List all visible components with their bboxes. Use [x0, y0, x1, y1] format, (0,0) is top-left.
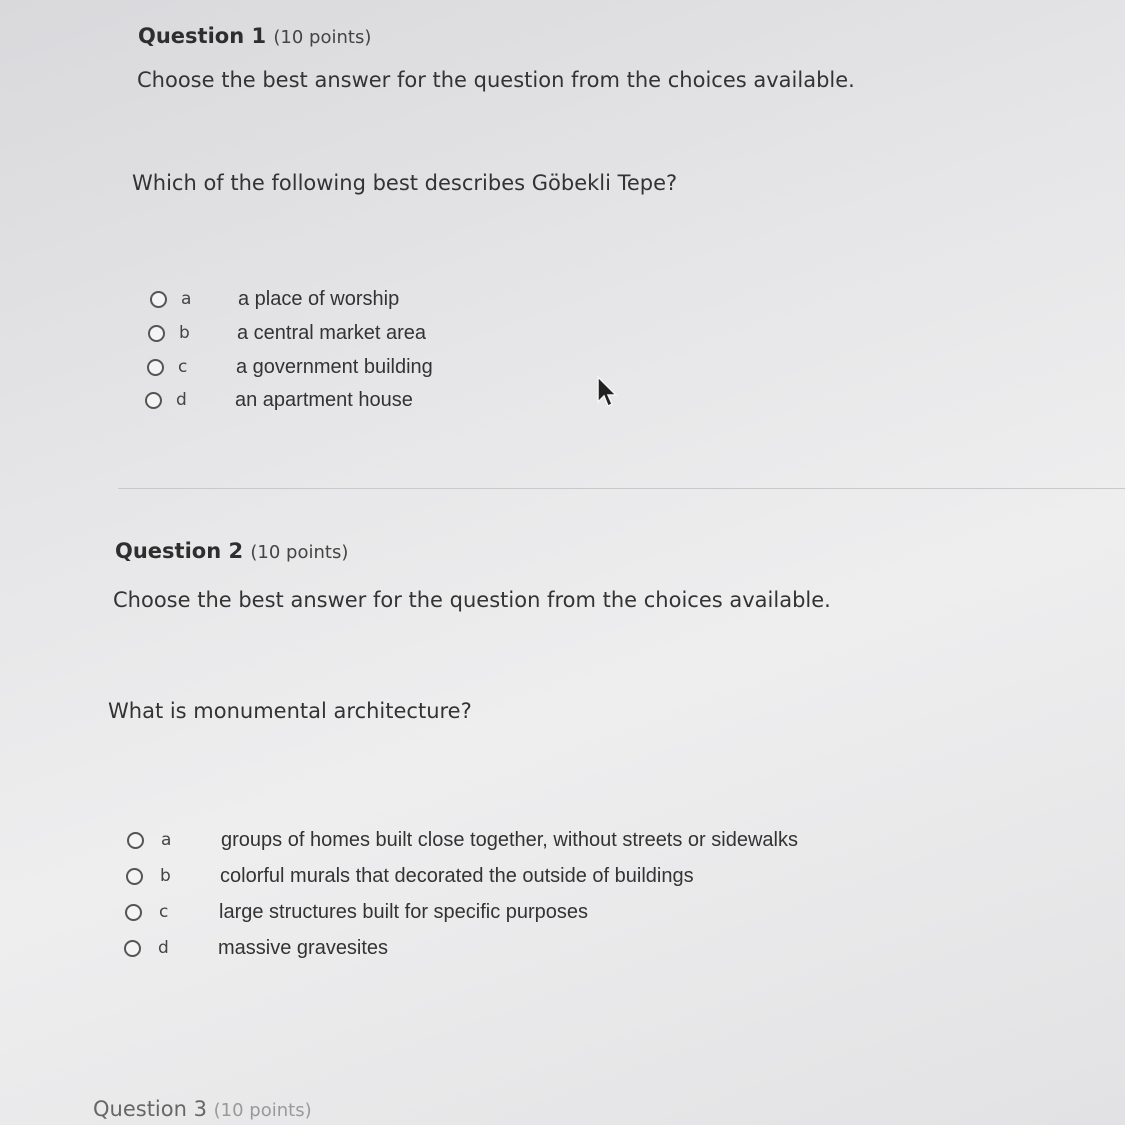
- radio-unselected-icon[interactable]: [124, 940, 141, 957]
- question-2-title: [115, 539, 348, 563]
- radio-unselected-icon[interactable]: [150, 291, 167, 308]
- radio-unselected-icon[interactable]: [145, 392, 162, 409]
- option-letter: c: [159, 902, 169, 922]
- question-2-points: (10 points): [250, 542, 349, 563]
- option-letter: a: [181, 289, 192, 309]
- question-1-instruction: Choose the best answer for the question from the choices available.: [137, 68, 855, 92]
- option-text: colorful murals that decorated the outside of buildings: [220, 865, 694, 887]
- question-1-title: [138, 24, 371, 48]
- question-3-points: (10 points): [213, 1100, 312, 1121]
- radio-unselected-icon[interactable]: [125, 904, 142, 921]
- question-2-instruction: Choose the best answer for the question from the choices available.: [113, 588, 831, 612]
- option-letter: d: [176, 390, 187, 410]
- radio-unselected-icon[interactable]: [148, 325, 165, 342]
- option-text: large structures built for specific purposes: [219, 901, 589, 923]
- radio-unselected-icon[interactable]: [127, 832, 144, 849]
- option-text: a government building: [236, 356, 433, 378]
- option-letter: b: [179, 323, 190, 343]
- mouse-pointer-icon: [596, 376, 618, 408]
- radio-unselected-icon[interactable]: [147, 359, 164, 376]
- option-letter: c: [178, 357, 188, 377]
- option-letter: a: [161, 830, 172, 850]
- question-1-number: Question 1: [138, 24, 267, 48]
- question-3-title: [93, 1097, 312, 1121]
- radio-unselected-icon[interactable]: [126, 868, 143, 885]
- option-text: a place of worship: [238, 288, 400, 310]
- question-divider: [118, 488, 1125, 489]
- question-2-prompt: What is monumental architecture?: [108, 699, 472, 723]
- option-letter: b: [160, 866, 171, 886]
- question-1-prompt: Which of the following best describes Göbekli Tepe?: [132, 171, 678, 195]
- option-text: groups of homes built close together, without streets or sidewalks: [221, 829, 798, 851]
- option-text: an apartment house: [235, 389, 413, 411]
- option-letter: d: [158, 938, 169, 958]
- question-2-number: Question 2: [115, 539, 244, 563]
- question-3-number: Question 3: [93, 1097, 207, 1121]
- question-1-points: (10 points): [273, 27, 372, 48]
- option-text: massive gravesites: [218, 937, 389, 959]
- option-text: a central market area: [237, 322, 426, 344]
